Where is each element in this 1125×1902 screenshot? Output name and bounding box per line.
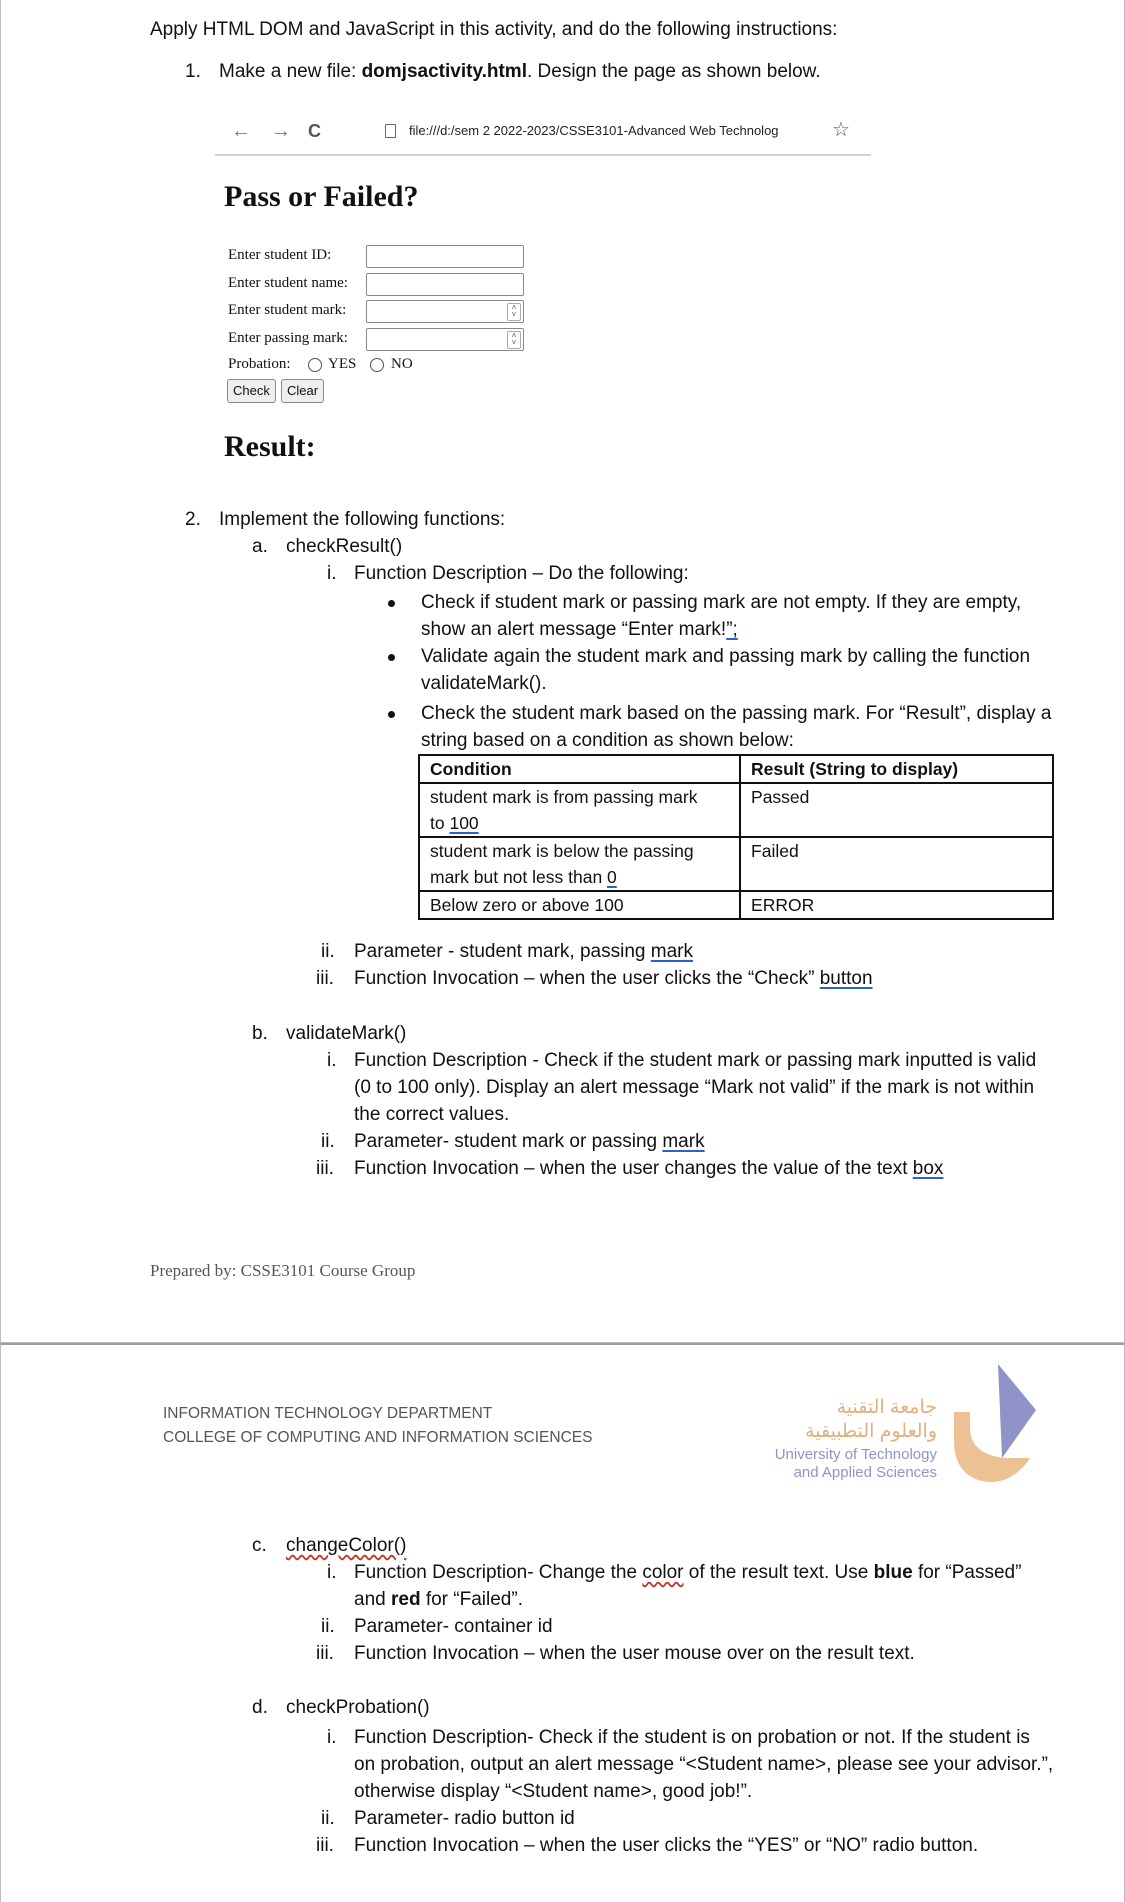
func-b-i-line1: Function Description - Check if the student mark or passing mark inputted is valid <box>354 1050 1037 1071</box>
table-header-condition: Condition <box>419 755 740 783</box>
func-d-iii-text: Function Invocation – when the user clicks the “YES” or “NO” radio button. <box>354 1835 979 1856</box>
func-c-letter: c. <box>252 1535 267 1556</box>
table-header-row <box>419 755 1053 783</box>
address-bar <box>385 120 855 146</box>
mock-passing-mark-input <box>366 328 524 351</box>
func-a-iii-num: iii. <box>316 968 334 989</box>
star-icon: ☆ <box>832 119 850 141</box>
func-b-ii-text: Parameter- student mark or passing mark <box>354 1131 705 1152</box>
step2-text: Implement the following functions: <box>219 509 506 530</box>
func-a-bullet2-line2: validateMark(). <box>421 673 547 694</box>
url-text: file:///d:/sem 2 2022-2023/CSSE3101-Advanced Web Technolog <box>409 123 779 138</box>
university-arabic-line2: والعلوم التطبيقية <box>805 1421 937 1442</box>
prepared-by: Prepared by: CSSE3101 Course Group <box>150 1261 416 1280</box>
table-cell: ERROR <box>740 891 1053 919</box>
mock-no-label: NO <box>391 356 413 372</box>
func-d-i-num: i. <box>327 1727 337 1748</box>
func-a-bullet1-line2: show an alert message “Enter mark!”; <box>421 619 738 640</box>
university-logo-icon <box>950 1362 1040 1484</box>
browser-toolbar <box>215 114 871 156</box>
bullet-icon <box>388 600 395 607</box>
func-d-ii-num: ii. <box>321 1808 335 1829</box>
func-a-letter: a. <box>252 536 268 557</box>
func-d-ii-text: Parameter- radio button id <box>354 1808 575 1829</box>
func-c-i-line2: and red for “Failed”. <box>354 1589 523 1610</box>
mock-radio-no <box>370 358 384 372</box>
mock-clear-button: Clear <box>281 379 324 403</box>
spinner-icon: ˄ ˅ <box>507 331 521 349</box>
footer-dept: INFORMATION TECHNOLOGY DEPARTMENT <box>163 1405 493 1422</box>
table-header-result: Result (String to display) <box>740 755 1053 783</box>
func-a-bullet1-line1: Check if student mark or passing mark are not empty. If they are empty, <box>421 592 1022 613</box>
func-b-letter: b. <box>252 1023 268 1044</box>
back-icon: ← <box>231 120 251 142</box>
mock-student-mark-input <box>366 300 524 323</box>
mock-check-button: Check <box>227 379 276 403</box>
mock-probation-label: Probation: <box>228 356 291 372</box>
mock-result-heading: Result: <box>224 430 316 463</box>
mock-student-id-input <box>366 245 524 268</box>
func-c-ii-text: Parameter- container id <box>354 1616 553 1637</box>
func-b-iii-text: Function Invocation – when the user changes the value of the text box <box>354 1158 944 1179</box>
func-d-i-line1: Function Description- Check if the student is on probation or not. If the student is <box>354 1727 1030 1748</box>
logo-blue-shape <box>998 1364 1036 1458</box>
table-row <box>419 891 1053 919</box>
func-c-i-line1: Function Description- Change the color of the result text. Use blue for “Passed” <box>354 1562 1022 1583</box>
mock-student-name-input <box>366 273 524 296</box>
table-cell: Passed <box>740 783 1053 837</box>
table-cell: Failed <box>740 837 1053 891</box>
mock-label-name: Enter student name: <box>228 275 348 291</box>
func-d-name: checkProbation() <box>286 1697 430 1718</box>
func-b-i-line3: the correct values. <box>354 1104 510 1125</box>
footer-college: COLLEGE OF COMPUTING AND INFORMATION SCIENCES <box>163 1429 593 1446</box>
table-row <box>419 837 1053 891</box>
func-d-i-line3: otherwise display “<Student name>, good job!”. <box>354 1781 753 1802</box>
func-c-iii-num: iii. <box>316 1643 334 1664</box>
table-cell: Below zero or above 100 <box>419 891 740 919</box>
mock-yes-label: YES <box>328 356 357 372</box>
spinner-icon: ˄ ˅ <box>507 303 521 321</box>
mock-label-mark: Enter student mark: <box>228 302 347 318</box>
bullet-icon <box>388 654 395 661</box>
condition-table <box>418 754 1054 920</box>
func-c-ii-num: ii. <box>321 1616 335 1637</box>
func-a-iii-text: Function Invocation – when the user clicks the “Check” button <box>354 968 873 989</box>
func-d-letter: d. <box>252 1697 268 1718</box>
func-b-name: validateMark() <box>286 1023 407 1044</box>
mock-label-id: Enter student ID: <box>228 247 332 263</box>
func-c-iii-text: Function Invocation – when the user mouse over on the result text. <box>354 1643 915 1664</box>
mock-label-passing: Enter passing mark: <box>228 330 348 346</box>
table-row <box>419 783 1053 837</box>
func-b-ii-num: ii. <box>321 1131 335 1152</box>
func-a-i-num: i. <box>327 563 337 584</box>
func-b-iii-num: iii. <box>316 1158 334 1179</box>
forward-icon: → <box>271 120 291 142</box>
func-b-i-num: i. <box>327 1050 337 1071</box>
reload-icon: C <box>308 121 321 141</box>
table-cell: student mark is from passing mark to 100 <box>419 783 740 837</box>
func-a-bullet3-line1: Check the student mark based on the passing mark. For “Result”, display a <box>421 703 1052 724</box>
step1-text: Make a new file: domjsactivity.html. Design the page as shown below. <box>219 61 821 82</box>
university-english-line2: and Applied Sciences <box>793 1464 937 1481</box>
func-d-i-line2: on probation, output an alert message “<Student name>, please see your advisor.”, <box>354 1754 1054 1775</box>
file-icon <box>385 124 396 138</box>
university-arabic-line1: جامعة التقنية <box>836 1397 937 1418</box>
func-c-name: changeColor() <box>286 1535 407 1556</box>
bullet-icon <box>388 711 395 718</box>
university-english-line1: University of Technology <box>774 1446 937 1463</box>
step2-number: 2. <box>185 509 201 530</box>
mock-radio-yes <box>308 358 322 372</box>
func-b-i-line2: (0 to 100 only). Display an alert message “Mark not valid” if the mark is not within <box>354 1077 1035 1098</box>
func-a-name: checkResult() <box>286 536 403 557</box>
filename: domjsactivity.html <box>361 61 527 82</box>
mock-title: Pass or Failed? <box>224 180 419 213</box>
func-d-iii-num: iii. <box>316 1835 334 1856</box>
func-a-ii-num: ii. <box>321 941 335 962</box>
table-cell: student mark is below the passing mark but not less than 0 <box>419 837 740 891</box>
func-a-bullet3-line2: string based on a condition as shown below: <box>421 730 794 751</box>
intro-text: Apply HTML DOM and JavaScript in this activity, and do the following instructions: <box>150 19 838 40</box>
func-a-i-text: Function Description – Do the following: <box>354 563 689 584</box>
func-a-bullet2-line1: Validate again the student mark and passing mark by calling the function <box>421 646 1031 667</box>
func-a-ii-text: Parameter - student mark, passing mark <box>354 941 693 962</box>
step1-number: 1. <box>185 61 201 82</box>
func-c-i-num: i. <box>327 1562 337 1583</box>
